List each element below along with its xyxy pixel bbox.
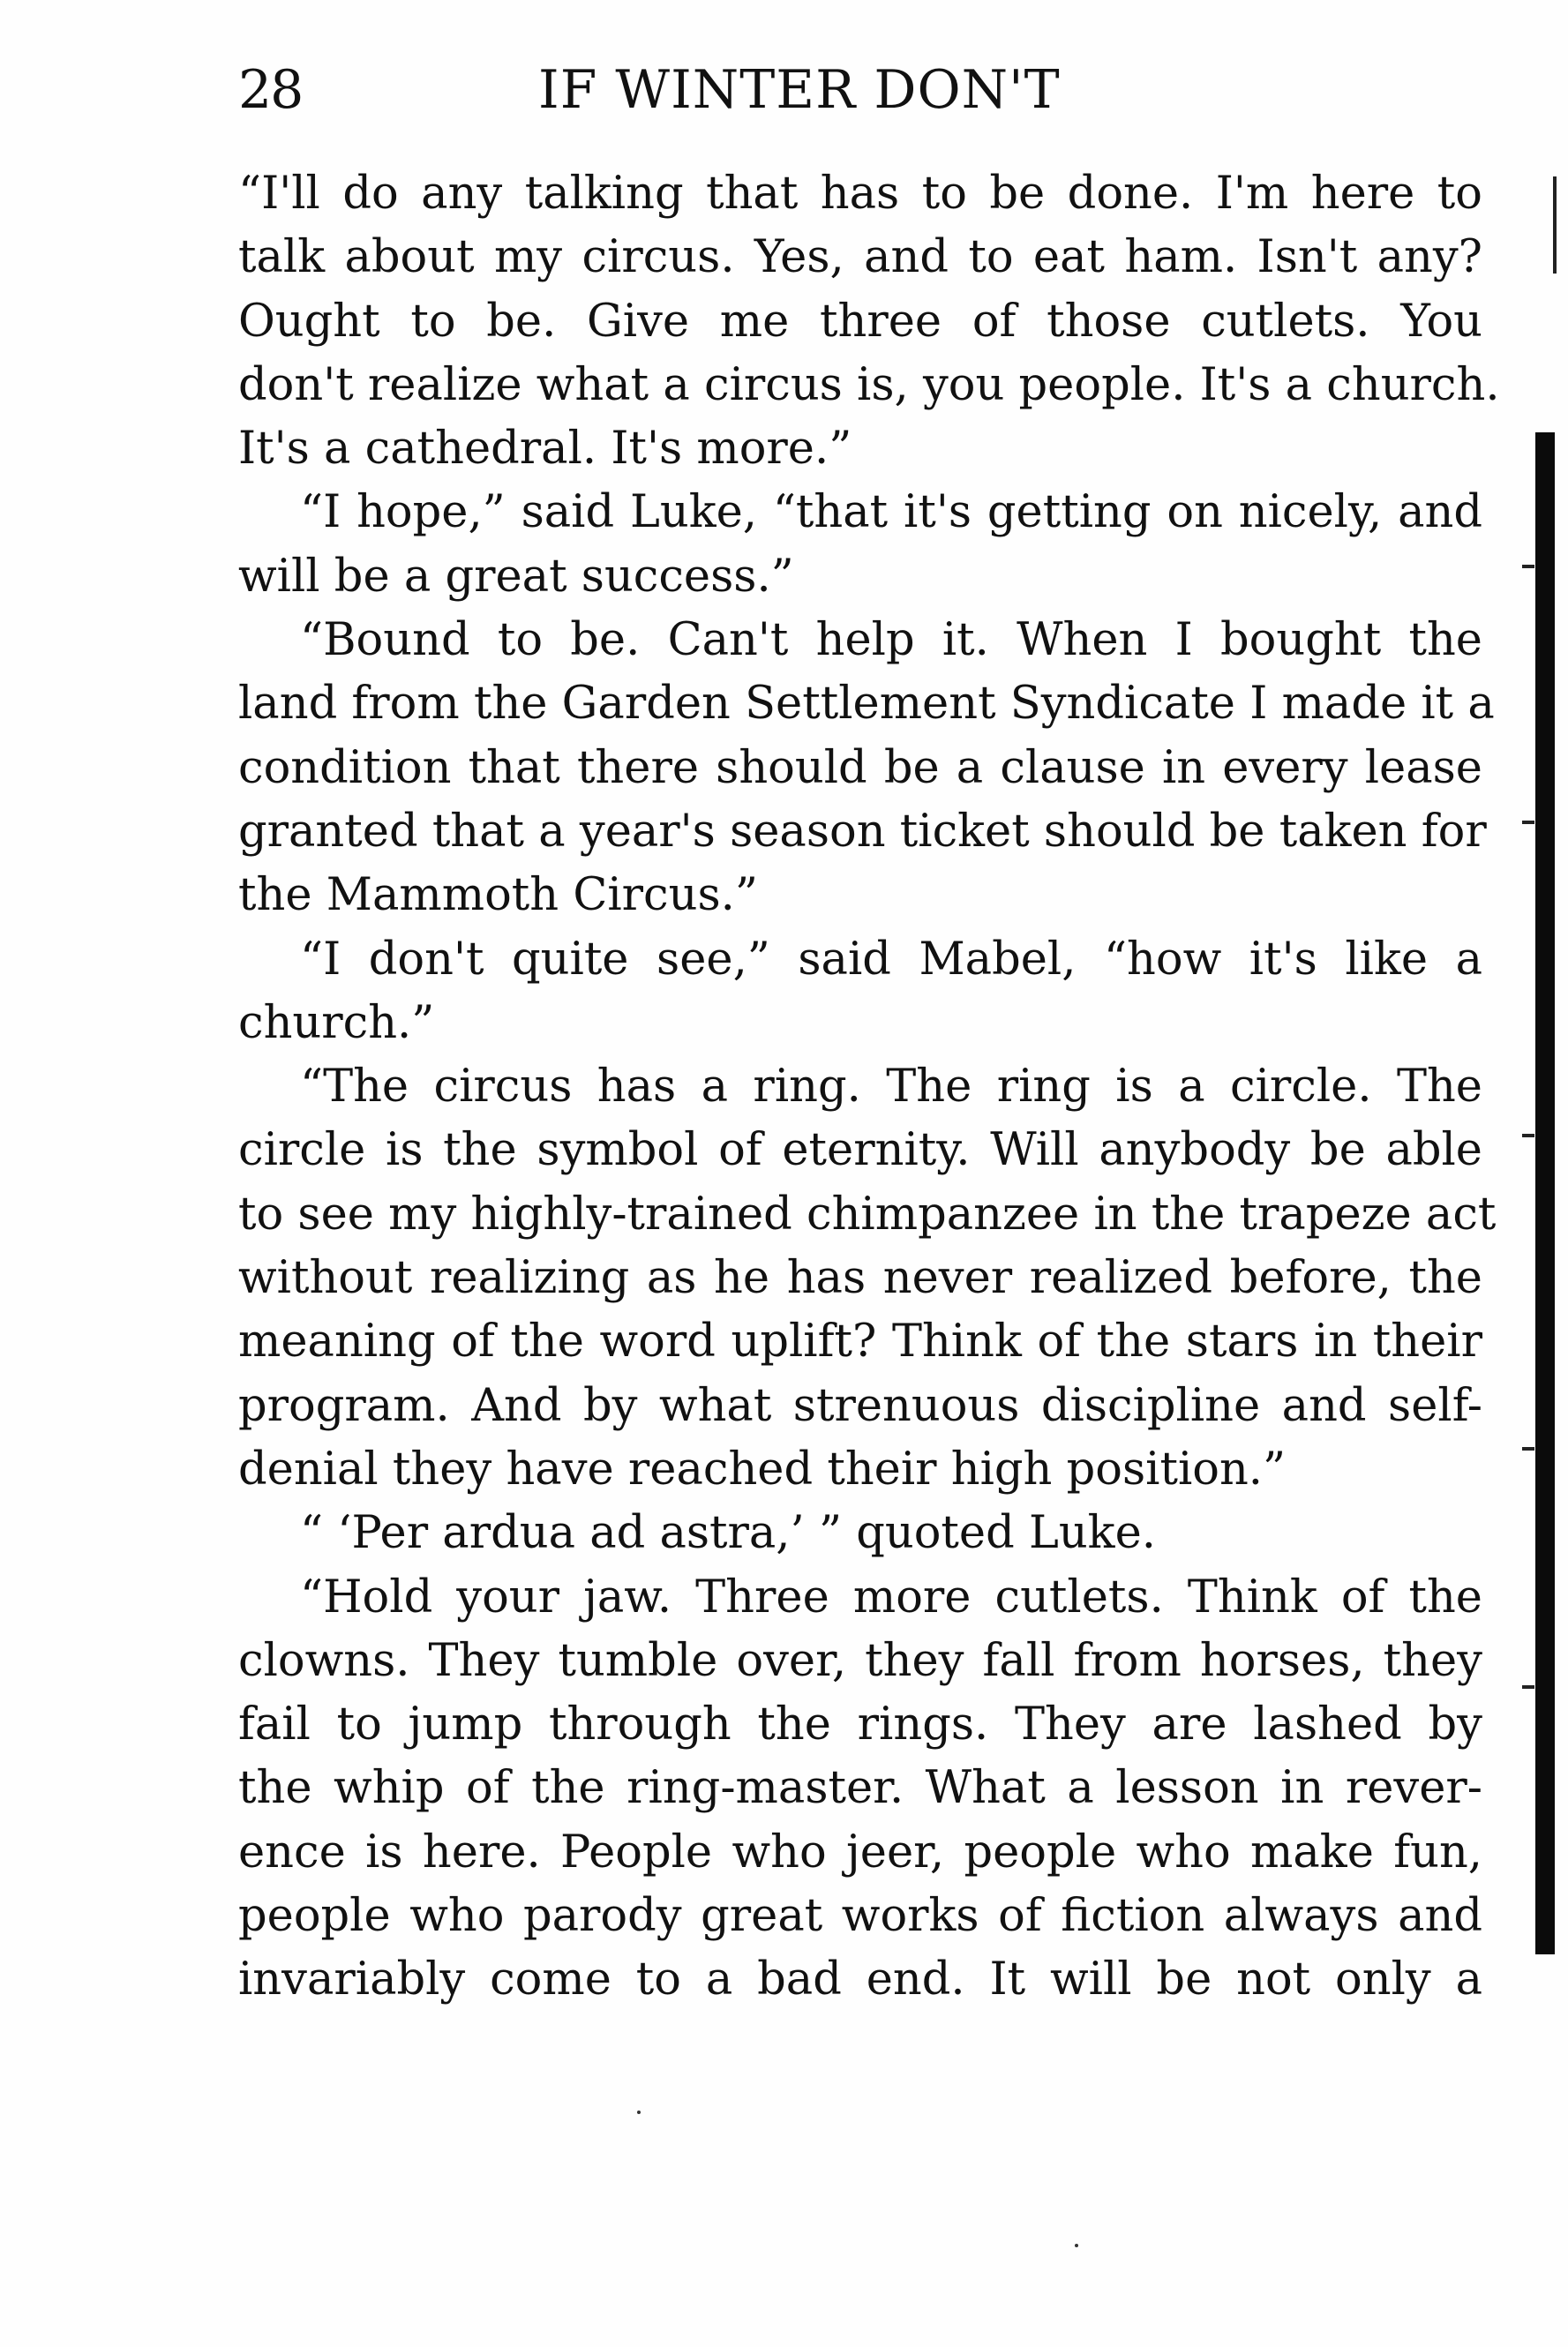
speck bbox=[1075, 2244, 1078, 2247]
text-line: will be a great success.” bbox=[238, 550, 794, 603]
binding-notch bbox=[1522, 1447, 1534, 1451]
text-line: church.” bbox=[238, 996, 435, 1049]
text-line: ence is here. People who jeer, people who make fun, bbox=[238, 1826, 1482, 1878]
text-line: denial they have reached their high position.” bbox=[238, 1443, 1287, 1496]
text-line: program. And by what strenuous discipline and self- bbox=[238, 1379, 1482, 1432]
text-line: “I don't quite see,” said Mabel, “how it's like a bbox=[300, 933, 1482, 986]
text-line: Ought to be. Give me three of those cutlets. You bbox=[238, 295, 1482, 348]
speck bbox=[637, 2111, 641, 2114]
text-line: “Bound to be. Can't help it. When I bought the bbox=[300, 614, 1482, 667]
text-line: people who parody great works of fiction always and bbox=[238, 1890, 1482, 1943]
text-line: “Hold your jaw. Three more cutlets. Think of the bbox=[300, 1571, 1482, 1623]
text-line: circle is the symbol of eternity. Will anybody be able bbox=[238, 1124, 1482, 1177]
text-line: “I hope,” said Luke, “that it's getting on nicely, and bbox=[300, 486, 1482, 539]
running-head: IF WINTER DON'T bbox=[538, 59, 1061, 121]
text-line: meaning of the word uplift? Think of the stars in their bbox=[238, 1316, 1482, 1368]
text-line: to see my highly-trained chimpanzee in the trapeze act bbox=[238, 1188, 1497, 1241]
page-number: 28 bbox=[238, 59, 303, 121]
binding-notch bbox=[1522, 821, 1534, 824]
body-text bbox=[238, 162, 1500, 2013]
text-line: without realizing as he has never realized before, the bbox=[238, 1252, 1482, 1305]
page-header bbox=[238, 55, 1482, 125]
text-line: fail to jump through the rings. They are lashed by bbox=[238, 1698, 1482, 1751]
binding-speck bbox=[1553, 176, 1557, 274]
text-line: condition that there should be a clause in every lease bbox=[238, 741, 1482, 794]
binding-notch bbox=[1522, 1685, 1534, 1689]
text-line: granted that a year's season ticket should be taken for bbox=[238, 805, 1487, 858]
text-line: talk about my circus. Yes, and to eat ham. Isn't any? bbox=[238, 231, 1482, 284]
text-line: “ ‘Per ardua ad astra,’ ” quoted Luke. bbox=[300, 1507, 1156, 1560]
text-line: invariably come to a bad end. It will be not only a bbox=[238, 1953, 1482, 2006]
text-line: It's a cathedral. It's more.” bbox=[238, 423, 852, 476]
binding-edge bbox=[1535, 432, 1555, 1954]
text-line: “The circus has a ring. The ring is a circle. The bbox=[300, 1061, 1482, 1114]
text-line: don't realize what a circus is, you people. It's a church. bbox=[238, 358, 1500, 411]
text-line: the whip of the ring-master. What a lesson in rever- bbox=[238, 1762, 1482, 1815]
binding-notch bbox=[1522, 565, 1534, 568]
text-line: “I'll do any talking that has to be done. I'm here to bbox=[238, 168, 1482, 220]
text-line: the Mammoth Circus.” bbox=[238, 869, 758, 922]
text-line: land from the Garden Settlement Syndicate I made it a bbox=[238, 678, 1495, 731]
text-line: clowns. They tumble over, they fall from horses, they bbox=[238, 1634, 1482, 1687]
binding-notch bbox=[1522, 1134, 1534, 1137]
